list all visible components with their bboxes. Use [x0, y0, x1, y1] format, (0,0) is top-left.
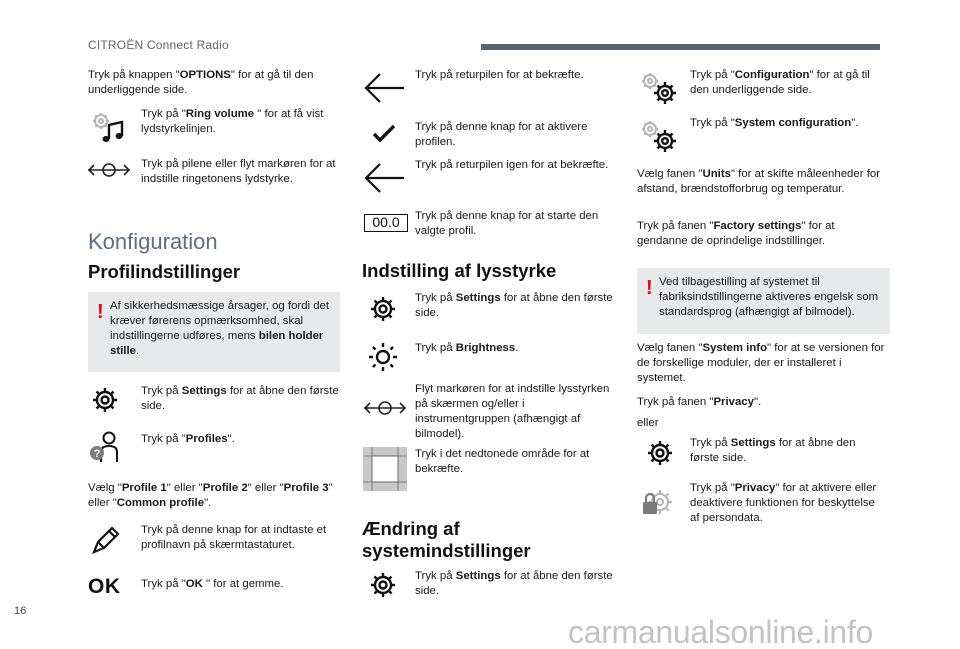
- warning-icon: !: [97, 301, 104, 323]
- brightness-icon: [366, 340, 400, 374]
- heading-lysstyrke: Indstilling af lysstyrke: [362, 260, 557, 281]
- watermark: carmanualsonline.info: [568, 614, 873, 649]
- back-text-1: Tryk på returpilen for at bekræfte.: [415, 69, 584, 81]
- double-gear-icon: [638, 70, 682, 108]
- gear-icon: [368, 294, 398, 324]
- configuration-text: Tryk på "Configuration" for at gå til den underliggende side.: [690, 69, 870, 96]
- system-info-text: Vælg fanen "System info" for at se versionen for de forskellige moduler, der er installeret i systemet.: [637, 342, 885, 384]
- shaded-area-icon: [363, 447, 407, 491]
- double-gear-icon: [638, 118, 682, 156]
- reset-icon: 00.0: [364, 214, 408, 232]
- header-bar: [481, 44, 880, 50]
- settings-text-1: Tryk på Settings for at åbne den første side.: [141, 385, 339, 412]
- warning-icon: !: [646, 277, 653, 299]
- profiles-text: Tryk på "Profiles".: [141, 433, 235, 445]
- privacy-text: Tryk på "Privacy" for at aktivere eller deaktivere funktionen for beskyttelse af persondata.: [690, 482, 877, 524]
- units-text: Vælg fanen "Units" for at skifte måleenheder for afstand, brændstofforbrug og temperatur.: [637, 168, 880, 195]
- arrow-left-right-icon: [86, 158, 132, 182]
- check-icon: [372, 123, 396, 143]
- lock-gear-icon: [640, 484, 680, 520]
- settings-text-4: Tryk på Settings for at åbne den første side.: [690, 437, 856, 464]
- gear-music-icon: [88, 110, 128, 146]
- reset-text: Tryk på denne knap for at starte den valgte profil.: [415, 210, 599, 237]
- heading-profilindstillinger: Profilindstillinger: [88, 261, 241, 282]
- intro-text: Tryk på knappen "OPTIONS" for at gå til den underliggende side.: [88, 69, 314, 96]
- settings-text-2: Tryk på Settings for at åbne den første side.: [415, 292, 613, 319]
- or-text: eller: [637, 417, 659, 429]
- gear-icon: [645, 438, 675, 468]
- factory-settings-text: Tryk på fanen "Factory settings" for at gendanne de oprindelige indstillinger.: [637, 220, 835, 247]
- ok-text: Tryk på "OK " for at gemme.: [141, 578, 284, 590]
- page-number: 16: [14, 605, 27, 617]
- slider-icon: [362, 396, 408, 420]
- ring-volume-text: Tryk på "Ring volume " for at få vist lydstyrkelinjen.: [141, 108, 324, 135]
- gear-icon: [90, 385, 120, 415]
- pencil-icon: [90, 524, 122, 556]
- back-text-2: Tryk på returpilen igen for at bekræfte.: [415, 159, 609, 171]
- header-title: CITROËN Connect Radio: [88, 38, 229, 52]
- shaded-text: Tryk i det nedtonede område for at bekræfte.: [415, 448, 590, 475]
- warning-text: Af sikkerhedsmæssige årsager, og fordi det kræver førerens opmærksomhed, skal indstillingerne udføres, mens bilen holder stille.: [110, 300, 330, 357]
- heading-konfiguration: Konfiguration: [88, 229, 218, 254]
- back-arrow-icon: [362, 160, 406, 196]
- check-text: Tryk på denne knap for at aktivere profilen.: [415, 121, 588, 148]
- warning-box-2: [637, 268, 890, 334]
- ok-icon: OK: [88, 575, 121, 598]
- brightness-text: Tryk på Brightness.: [415, 342, 519, 354]
- svg-text:?: ?: [93, 448, 101, 460]
- pencil-text: Tryk på denne knap for at indtaste et profilnavn på skærmtastaturet.: [141, 524, 327, 551]
- select-profile-text: Vælg "Profile 1" eller "Profile 2" eller "Profile 3" eller "Common profile".: [88, 482, 333, 509]
- warning-box: [88, 292, 340, 372]
- arrows-text: Tryk på pilene eller flyt markøren for at indstille ringetonens lydstyrke.: [141, 158, 336, 185]
- profile-question-icon: [87, 430, 127, 466]
- settings-text-3: Tryk på Settings for at åbne den første side.: [415, 570, 613, 597]
- privacy-tab-text: Tryk på fanen "Privacy".: [637, 396, 762, 408]
- gear-icon: [368, 570, 398, 600]
- back-arrow-icon: [362, 70, 406, 106]
- cursor-text: Flyt markøren for at indstille lysstyrken på skærmen og/eller i instrumentgruppen (afhængigt af bilmodel).: [415, 383, 610, 440]
- warning-text-2: Ved tilbagestilling af systemet til fabriksindstillingerne aktiveres engelsk som standardsprog (afhængigt af bilmodel).: [659, 276, 879, 318]
- system-configuration-text: Tryk på "System configuration".: [690, 117, 859, 129]
- heading-system: Ændring af systemindstillinger: [362, 518, 531, 561]
